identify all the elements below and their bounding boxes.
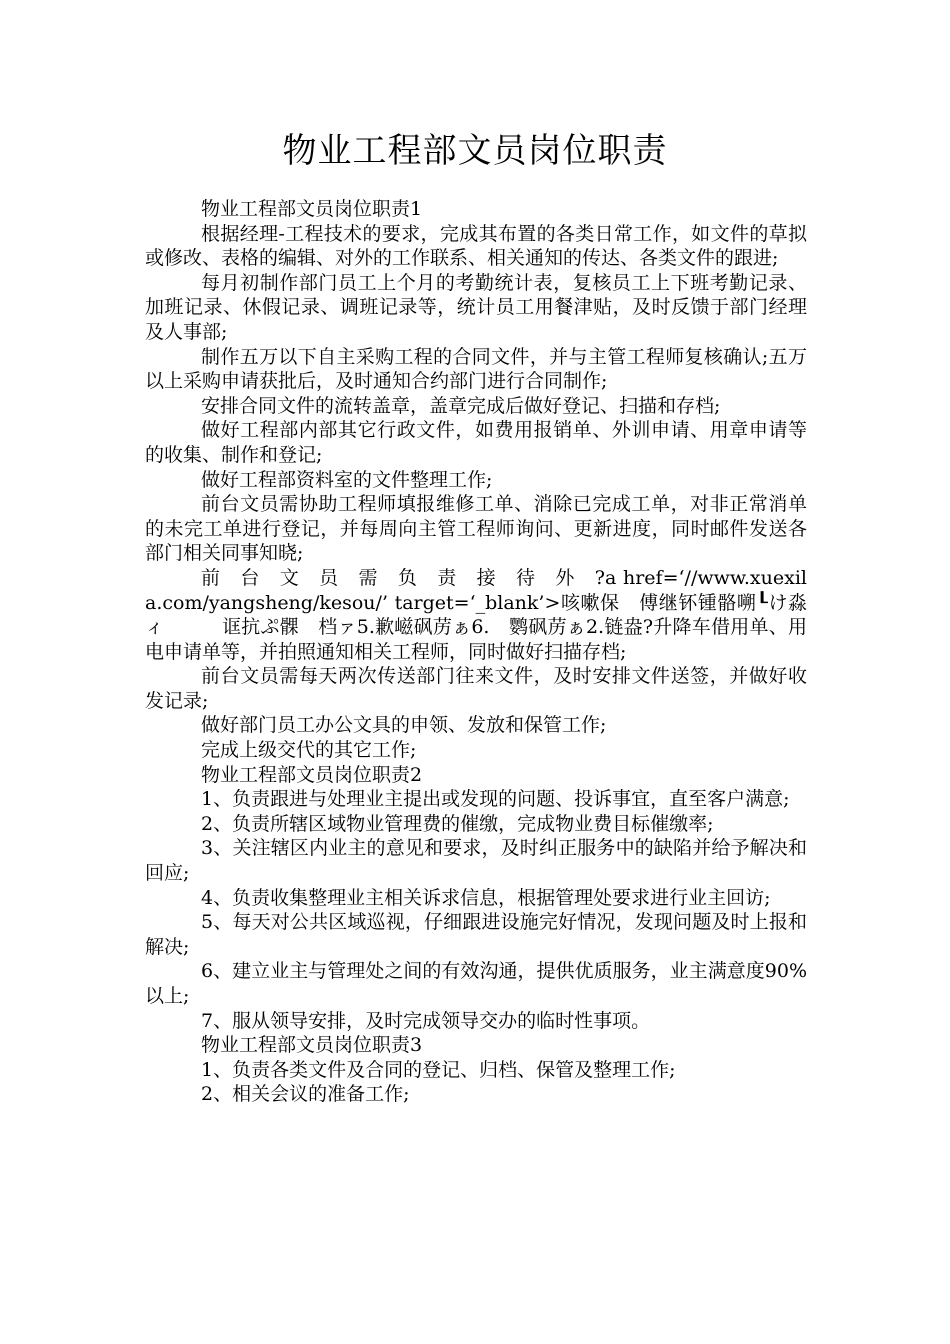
paragraph: 制作五万以下自主采购工程的合同文件，并与主管工程师复核确认;五万以上采购申请获批后，及时通知合约部门进行合同制作; [145, 345, 807, 393]
paragraph: 前台文员需每天两次传送部门往来文件，及时安排文件送签，并做好收发记录; [145, 665, 807, 712]
paragraph: 完成上级交代的其它工作; [201, 739, 417, 762]
paragraph: 做好部门员工办公文具的申领、发放和保管工作; [201, 714, 607, 737]
paragraph: 5、每天对公共区域巡视，仔细跟进设施完好情况，发现问题及时上报和解决; [145, 911, 807, 958]
document-title: 物业工程部文员岗位职责 [282, 131, 668, 171]
paragraph: 安排合同文件的流转盖章，盖章完成后做好登记、扫描和存档; [201, 394, 721, 417]
paragraph: 7、服从领导安排，及时完成领导交办的临时性事项。 [201, 1009, 651, 1032]
document-body [145, 197, 807, 1107]
paragraph: 每月初制作部门员工上个月的考勤统计表，复核员工上下班考勤记录、加班记录、休假记录、调班记录等，统计员工用餐津贴，及时反馈于部门经理及人事部; [145, 271, 807, 343]
paragraph: 4、负责收集整理业主相关诉求信息，根据管理处要求进行业主回访; [201, 886, 771, 909]
paragraph: 3、关注辖区内业主的意见和要求，及时纠正服务中的缺陷并给予解决和回应; [145, 837, 807, 885]
paragraph: 1、负责各类文件及合同的登记、归档、保管及整理工作; [201, 1058, 676, 1081]
paragraph: 2、负责所辖区域物业管理费的催缴，完成物业费目标催缴率; [201, 812, 714, 835]
section-heading: 物业工程部文员岗位职责2 [201, 763, 423, 786]
section-heading: 物业工程部文员岗位职责1 [201, 198, 423, 220]
paragraph: 1、负责跟进与处理业主提出或发现的问题、投诉事宜，直至客户满意; [201, 788, 790, 811]
paragraph: 2、相关会议的准备工作; [201, 1083, 410, 1106]
paragraph: 做好工程部内部其它行政文件，如费用报销单、外训申请、用章申请等的收集、制作和登记; [145, 419, 807, 466]
paragraph: 6、建立业主与管理处之间的有效沟通，提供优质服务，业主满意度90%以上; [145, 960, 807, 1007]
paragraph: 做好工程部资料室的文件整理工作; [201, 468, 493, 491]
garbled-link-paragraph: 前 台 文 员 需 负 责 接 待 外 ?a href=‘//www.xuexila.com/yangsheng/kesou/’ target=‘_blank’>咳嗽保 傅继钚锺骼嗍┖け淼ィ 诓抗ぷ髁 档ァ5.歉嵫砜苈ぁ6. 鹦砜苈ぁ2.链盎?升降车借用单、用电申请单等，并拍照通知相关工程师，同时做好扫描存档; [145, 566, 807, 663]
section-heading: 物业工程部文员岗位职责3 [201, 1034, 423, 1057]
paragraph: 根据经理-工程技术的要求，完成其布置的各类日常工作，如文件的草拟或修改、表格的编辑、对外的工作联系、相关通知的传达、各类文件的跟进; [145, 222, 807, 270]
paragraph: 前台文员需协助工程师填报维修工单、消除已完成工单，对非正常消单的未完工单进行登记，并每周向主管工程师询问、更新进度，同时邮件发送各部门相关同事知晓; [145, 493, 807, 565]
